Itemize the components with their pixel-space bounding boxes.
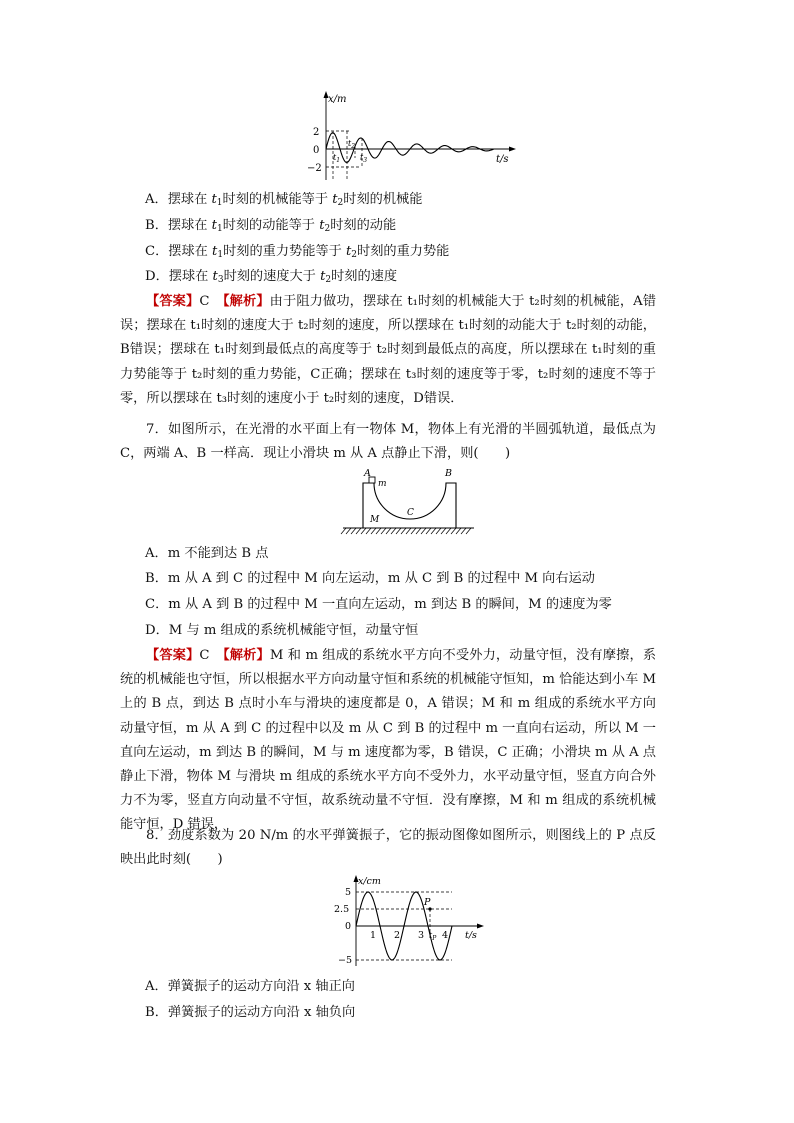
analysis-tag: 【解析】 <box>222 294 270 309</box>
analysis-text: M 和 m 组成的系统水平方向不受外力，动量守恒，没有摩擦，系统的机械能也守恒，所以根据水平方向动量守恒和系统的机械能守恒知，m 恰能达到小车 M 上的 B 点，到达 B 点时小车与滑块的速度都是 0，A 错误；M 和 m 组成的系统水平方向动量守恒，m 从 A 到 C 的过程中以及 m 从 C 到 B 的过程中 m 一直向右运动，所以 M 一直向左运动，m 到达 B 的瞬间，M 与 m 速度都为零，B 错误，C 正确；小滑块 m 从 A 点静止下滑，物体 M 与滑块 m 组成的系统水平方向不受外力，水平动量守恒，竖直方向合外力不为零，竖直方向动量不守恒，故系统动量不守恒．没有摩擦，M 和 m 组成的系统机械能守恒，D 错误． <box>120 648 657 833</box>
y-tick-2-5: 2.5 <box>334 904 350 915</box>
spring-oscillation-graph <box>320 872 496 968</box>
tick-neg2: −2 <box>307 163 322 174</box>
q6-option-a[interactable]: A．摆球在 $t_1$时刻的机械能等于 $t_2$时刻的机械能 <box>145 192 423 208</box>
answer-tag: 【答案】 <box>146 648 200 663</box>
label-p: P <box>424 897 431 908</box>
answer-letter: C <box>199 648 210 663</box>
t1-label: $t_1$ <box>333 153 341 164</box>
q7-analysis <box>120 644 656 838</box>
damped-oscillation-graph <box>300 88 530 188</box>
label-b: B <box>445 468 452 479</box>
tick-0: 0 <box>313 145 320 156</box>
q7-stem: 7．如图所示，在光滑的水平面上有一物体 M，物体上有光滑的半圆弧轨道，最低点为 C，两端 A、B 一样高．现让小滑块 m 从 A 点静止下滑，则( ) <box>120 422 656 462</box>
label-big-m: M <box>370 515 380 525</box>
answer-letter: C <box>199 294 210 309</box>
analysis-tag: 【解析】 <box>223 648 270 663</box>
x-axis-label: t/s <box>496 154 509 165</box>
q6-option-b[interactable]: B．摆球在 $t_1$时刻的动能等于 $t_2$时刻的动能 <box>145 218 397 234</box>
x-tick-4: 4 <box>442 930 449 941</box>
q8-option-a[interactable]: A．弹簧振子的运动方向沿 x 轴正向 <box>145 979 355 994</box>
q6-option-c[interactable]: C．摆球在 $t_1$时刻的重力势能等于 $t_2$时刻的重力势能 <box>145 244 450 260</box>
semicircle-track-figure <box>338 466 476 542</box>
q8-option-b[interactable]: B．弹簧振子的运动方向沿 x 轴负向 <box>145 1005 356 1020</box>
y-tick-0: 0 <box>345 921 352 932</box>
y-tick-neg5: −5 <box>338 955 353 966</box>
x-tick-1: 1 <box>370 930 377 941</box>
answer-tag: 【答案】 <box>146 294 200 309</box>
q7-option-c[interactable]: C．m 从 A 到 B 的过程中 M 一直向左运动，m 到达 B 的瞬间，M 的速度为零 <box>145 597 612 612</box>
t3-label: $t_3$ <box>360 153 368 164</box>
y-axis-label: x/m <box>328 94 347 105</box>
x-tick-2: 2 <box>394 930 401 941</box>
label-m: m <box>378 479 387 489</box>
q7-option-d[interactable]: D．M 与 m 组成的系统机械能守恒，动量守恒 <box>145 623 419 638</box>
label-tp: $t_P$ <box>429 931 437 942</box>
x-tick-3: 3 <box>418 930 425 941</box>
analysis-text: 由于阻力做功，摆球在 t₁时刻的机械能大于 t₂时刻的机械能，A错误；摆球在 t₁时刻的速度大于 t₂时刻的速度，所以摆球在 t₁时刻的动能大于 t₂时刻的动能，B错误；摆球在 t₁时刻到最低点的高度等于 t₂时刻到最低点的高度，所以摆球在 t₁时刻的重力势能等于 t₂时刻的重力势能，C正确；摆球在 t₃时刻的速度等于零，t₂时刻的速度不等于零，所以摆球在 t₃时刻的速度小于 t₂时刻的速度，D错误． <box>120 294 657 406</box>
q6-option-d[interactable]: D．摆球在 $t_3$时刻的速度大于 $t_2$时刻的速度 <box>145 269 398 285</box>
q6-analysis <box>120 290 656 411</box>
y-axis-label: x/cm <box>358 876 381 887</box>
q8-stem: 8．劲度系数为 20 N/m 的水平弹簧振子，它的振动图像如图所示，则图线上的 P 点反映出此时刻( ) <box>120 828 656 868</box>
q7-option-b[interactable]: B．m 从 A 到 C 的过程中 M 向左运动，m 从 C 到 B 的过程中 M 向右运动 <box>145 571 595 586</box>
t2-label: $t_2$ <box>348 139 356 150</box>
x-axis-label: t/s <box>465 930 477 941</box>
q7-option-a[interactable]: A．m 不能到达 B 点 <box>145 546 269 561</box>
label-c: C <box>407 508 414 518</box>
label-a: A <box>364 468 371 479</box>
tick-2: 2 <box>313 127 320 138</box>
y-tick-5: 5 <box>345 887 352 898</box>
